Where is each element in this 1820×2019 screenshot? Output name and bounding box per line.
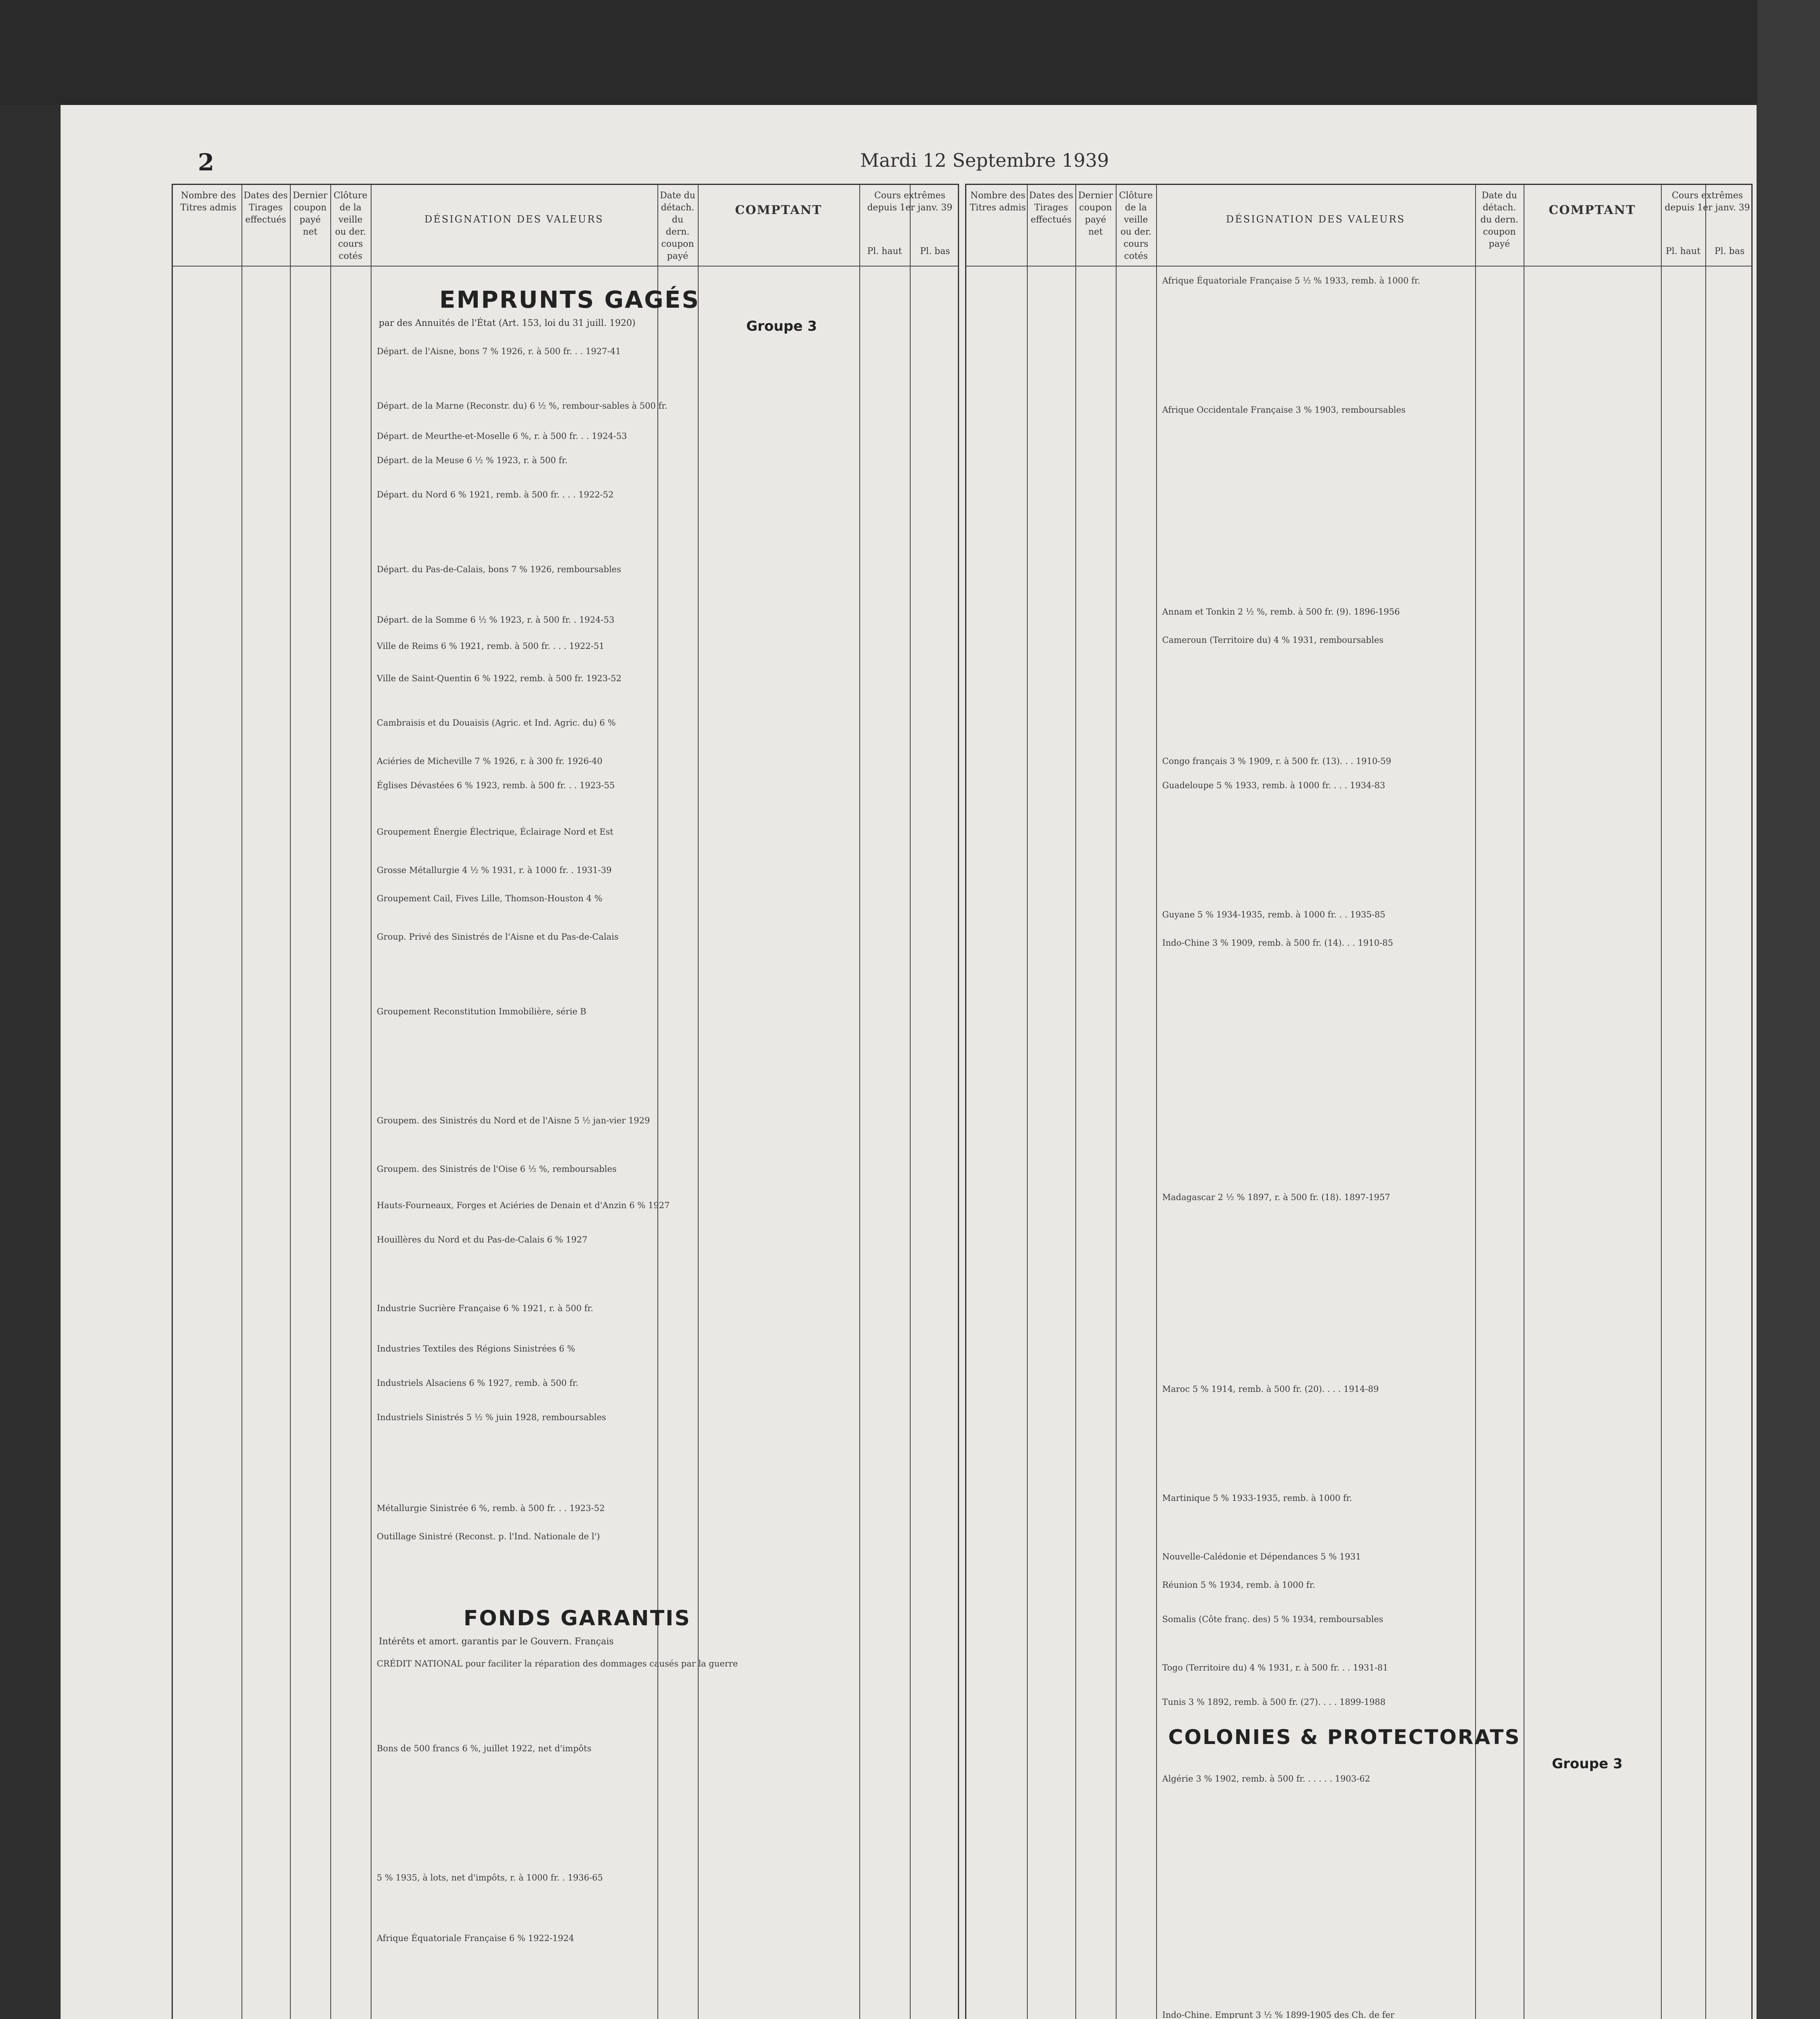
- col-pl-haut-header: Pl. haut: [1665, 246, 1701, 256]
- col-pl-haut-header: Pl. haut: [867, 246, 902, 256]
- table-row: Ville de Reims 6 % 1921, remb. à 500 fr. . . . 1922-51: [377, 641, 605, 651]
- table-row: Métallurgie Sinistrée 6 %, remb. à 500 fr. . . 1923-52: [377, 1503, 605, 1513]
- table-row: Églises Dévastées 6 % 1923, remb. à 500 fr. . . 1923-55: [377, 781, 615, 790]
- table-row: Nouvelle-Calédonie et Dépendances 5 % 1931: [1162, 1552, 1361, 1561]
- table-row: Afrique Équatoriale Française 5 ½ % 1933, remb. à 1000 fr.: [1162, 276, 1421, 285]
- table-row: Départ. de Meurthe-et-Moselle 6 %, r. à 500 fr. . . 1924-53: [377, 431, 627, 441]
- table-row: Maroc 5 % 1914, remb. à 500 fr. (20). . . . 1914-89: [1162, 1384, 1379, 1394]
- scan-top-border: [0, 0, 1820, 105]
- col-pl-bas-header: Pl. bas: [1714, 246, 1745, 256]
- table-row: Ville de Saint-Quentin 6 % 1922, remb. à 500 fr. 1923-52: [377, 674, 622, 683]
- table-row: Départ. du Pas-de-Calais, bons 7 % 1926, remboursables: [377, 565, 621, 574]
- scan-right-border: [1757, 0, 1820, 2019]
- table-row: Martinique 5 % 1933-1935, remb. à 1000 fr.: [1162, 1493, 1352, 1503]
- table-row: Industries Textiles des Régions Sinistrées 6 %: [377, 1344, 575, 1354]
- section-colonies-title: COLONIES & PROTECTORATS: [1168, 1725, 1521, 1749]
- col-dates-header: Dates des Tirages effectués: [244, 191, 288, 225]
- table-row: Départ. de l'Aisne, bons 7 % 1926, r. à 500 fr. . . 1927-41: [377, 346, 621, 356]
- table-row: Groupement Reconstitution Immobilière, série B: [377, 1007, 586, 1016]
- table-row: Bons de 500 francs 6 %, juillet 1922, net d'impôts: [377, 1744, 592, 1753]
- table-row: Outillage Sinistré (Reconst. p. l'Ind. Nationale de l'): [377, 1532, 600, 1541]
- table-row: Madagascar 2 ½ % 1897, r. à 500 fr. (18). 1897-1957: [1162, 1192, 1390, 1202]
- table-row: Afrique Équatoriale Française 6 % 1922-1924: [377, 1933, 574, 1943]
- table-row: Afrique Occidentale Française 3 % 1903, remboursables: [1162, 405, 1406, 415]
- col-designation-header: DÉSIGNATION DES VALEURS: [424, 214, 604, 225]
- section-emprunts-gages-subtitle: par des Annuités de l'État (Art. 153, loi du 31 juill. 1920): [379, 318, 636, 328]
- table-row: Réunion 5 % 1934, remb. à 1000 fr.: [1162, 1580, 1315, 1590]
- col-nombre-header: Nombre des Titres admis: [180, 191, 237, 213]
- col-date-detach-header: Date du détach. du dern. coupon payé: [1480, 191, 1519, 249]
- table-row: Groupem. des Sinistrés de l'Oise 6 ½ %, remboursables: [377, 1164, 617, 1174]
- page-number: 2: [198, 149, 214, 176]
- table-row: Tunis 3 % 1892, remb. à 500 fr. (27). . . . 1899-1988: [1162, 1697, 1386, 1707]
- table-row: Groupement Cail, Fives Lille, Thomson-Houston 4 %: [377, 894, 602, 903]
- table-row: Hauts-Fourneaux, Forges et Aciéries de Denain et d'Anzin 6 % 1927: [377, 1200, 670, 1210]
- right-quotation-table: [965, 184, 1753, 2019]
- table-row: Industrie Sucrière Française 6 % 1921, r. à 500 fr.: [377, 1303, 594, 1313]
- table-row: Guadeloupe 5 % 1933, remb. à 1000 fr. . . . 1934-83: [1162, 781, 1385, 790]
- left-quotation-table: [172, 184, 959, 2019]
- col-comptant-header: COMPTANT: [1549, 203, 1636, 217]
- table-row: Départ. de la Meuse 6 ½ % 1923, r. à 500 fr.: [377, 455, 568, 465]
- table-row: Départ. de la Marne (Reconstr. du) 6 ½ %, rembour-sables à 500 fr.: [377, 401, 668, 411]
- col-date-detach-header: Date du détach. du dern. coupon payé: [660, 191, 695, 261]
- col-cours-extremes-header: Cours extrêmes depuis 1er janv. 39: [867, 191, 953, 213]
- col-dernier-header: Dernier coupon payé net: [293, 191, 327, 237]
- table-row: Indo-Chine 3 % 1909, remb. à 500 fr. (14). . . 1910-85: [1162, 938, 1393, 948]
- table-row: Aciéries de Micheville 7 % 1926, r. à 300 fr. 1926-40: [377, 756, 602, 766]
- col-designation-header: DÉSIGNATION DES VALEURS: [1226, 214, 1405, 225]
- section-emprunts-gages-title: EMPRUNTS GAGÉS: [439, 286, 700, 313]
- section-fonds-garantis-subtitle: Intérêts et amort. garantis par le Gouvern. Français: [379, 1637, 614, 1647]
- table-row: Congo français 3 % 1909, r. à 500 fr. (13). . . 1910-59: [1162, 756, 1392, 766]
- table-row: Togo (Territoire du) 4 % 1931, r. à 500 fr. . . 1931-81: [1162, 1663, 1388, 1673]
- section-fonds-garantis-title: FONDS GARANTIS: [464, 1606, 691, 1631]
- col-pl-bas-header: Pl. bas: [920, 246, 950, 256]
- col-cloture-header: Clôture de la veille ou der. cours cotés: [334, 191, 367, 261]
- table-row: Group. Privé des Sinistrés de l'Aisne et du Pas-de-Calais: [377, 932, 619, 942]
- table-row: Annam et Tonkin 2 ½ %, remb. à 500 fr. (9). 1896-1956: [1162, 607, 1400, 617]
- table-row: Grosse Métallurgie 4 ½ % 1931, r. à 1000 fr. . 1931-39: [377, 865, 612, 875]
- table-row: Groupement Énergie Électrique, Éclairage Nord et Est: [377, 827, 614, 837]
- newspaper-page: [61, 105, 1757, 2019]
- table-row: Guyane 5 % 1934-1935, remb. à 1000 fr. . . 1935-85: [1162, 910, 1385, 919]
- col-dernier-header: Dernier coupon payé net: [1078, 191, 1113, 237]
- right-groupe-label: Groupe 3: [1552, 1756, 1623, 1772]
- table-row: Groupem. des Sinistrés du Nord et de l'Aisne 5 ½ jan-vier 1929: [377, 1116, 650, 1125]
- table-row: Cambraisis et du Douaisis (Agric. et Ind. Agric. du) 6 %: [377, 718, 616, 728]
- table-row: Somalis (Côte franç. des) 5 % 1934, remboursables: [1162, 1614, 1383, 1624]
- table-row: Industriels Alsaciens 6 % 1927, remb. à 500 fr.: [377, 1378, 579, 1388]
- table-row: Départ. du Nord 6 % 1921, remb. à 500 fr. . . . 1922-52: [377, 490, 614, 500]
- col-dates-header: Dates des Tirages effectués: [1029, 191, 1073, 225]
- col-cours-extremes-header: Cours extrêmes depuis 1er janv. 39: [1665, 191, 1750, 213]
- table-row: Algérie 3 % 1902, remb. à 500 fr. . . . . . 1903-62: [1162, 1774, 1371, 1784]
- table-row: CRÉDIT NATIONAL pour faciliter la réparation des dommages causés par la guerre: [377, 1659, 738, 1669]
- col-cloture-header: Clôture de la veille ou der. cours cotés: [1119, 191, 1153, 261]
- table-row: Industriels Sinistrés 5 ½ % juin 1928, remboursables: [377, 1412, 606, 1422]
- col-nombre-header: Nombre des Titres admis: [970, 191, 1026, 213]
- table-row: Cameroun (Territoire du) 4 % 1931, remboursables: [1162, 635, 1384, 645]
- table-row: Départ. de la Somme 6 ½ % 1923, r. à 500 fr. . 1924-53: [377, 615, 615, 625]
- left-groupe-label: Groupe 3: [746, 318, 817, 334]
- table-row: 5 % 1935, à lots, net d'impôts, r. à 1000 fr. . 1936-65: [377, 1873, 603, 1883]
- table-row: Houillères du Nord et du Pas-de-Calais 6 % 1927: [377, 1235, 588, 1245]
- table-row: Indo-Chine. Emprunt 3 ½ % 1899-1905 des Ch. de fer: [1162, 2010, 1394, 2019]
- col-comptant-header: COMPTANT: [735, 203, 822, 217]
- running-head: Mardi 12 Septembre 1939: [860, 149, 1109, 171]
